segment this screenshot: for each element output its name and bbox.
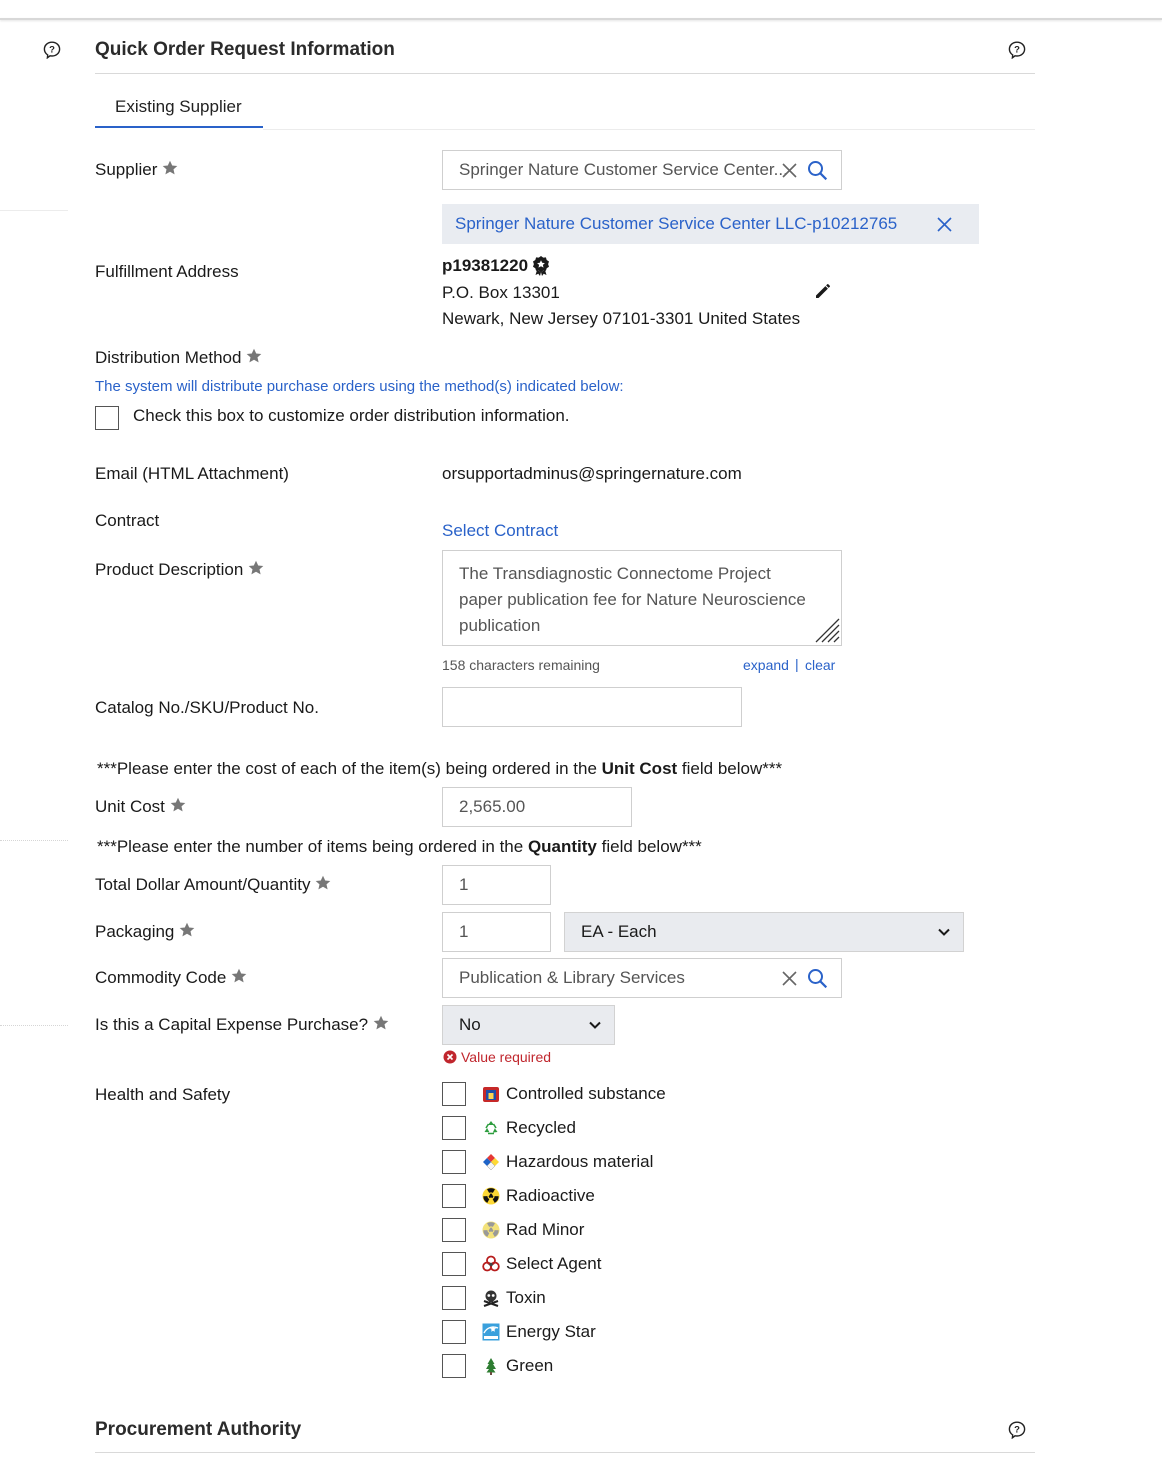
health-checkbox[interactable] xyxy=(442,1252,466,1276)
edit-pencil-icon[interactable] xyxy=(814,282,832,300)
distribution-note: The system will distribute purchase orders using the method(s) indicated below: xyxy=(95,378,624,395)
supplier-search-value: Springer Nature Customer Service Center... xyxy=(459,160,788,179)
required-star-icon xyxy=(315,875,331,891)
quantity-input[interactable] xyxy=(442,865,551,905)
health-item-label: Green xyxy=(506,1356,554,1375)
product-description-textarea[interactable] xyxy=(442,550,842,646)
svg-text:?: ? xyxy=(1014,44,1020,56)
packaging-quantity-input[interactable] xyxy=(442,912,551,952)
capital-expense-select[interactable] xyxy=(442,1005,615,1045)
capital-expense-label: Is this a Capital Expense Purchase? xyxy=(95,1015,389,1035)
required-star-icon xyxy=(246,348,262,364)
fulfillment-address-label: Fulfillment Address xyxy=(95,262,239,281)
unit-cost-input[interactable] xyxy=(442,787,632,827)
distribution-method-label: Distribution Method xyxy=(95,348,262,368)
help-icon[interactable] xyxy=(1008,1421,1026,1439)
health-item-label: Toxin xyxy=(506,1288,546,1307)
search-icon[interactable] xyxy=(807,968,828,989)
capital-expense-value: No xyxy=(459,1015,481,1034)
contract-label: Contract xyxy=(95,511,160,530)
chevron-down-icon xyxy=(588,1020,602,1030)
packaging-quantity-value: 1 xyxy=(459,922,469,941)
commodity-code-label: Commodity Code xyxy=(95,968,247,988)
health-checkbox[interactable] xyxy=(442,1286,466,1310)
selected-supplier-name: Springer Nature Customer Service Center LLC-p10212765 xyxy=(455,214,898,233)
green-icon xyxy=(482,1357,500,1375)
clear-link[interactable]: clear xyxy=(805,657,836,673)
health-item-toxin xyxy=(442,1286,546,1310)
health-item-energy-star xyxy=(442,1320,596,1344)
capital-expense-error xyxy=(443,1049,551,1065)
health-checkbox[interactable] xyxy=(442,1150,466,1174)
controlled-substance-icon xyxy=(482,1085,500,1103)
health-item-label: Hazardous material xyxy=(506,1152,654,1171)
help-icon[interactable] xyxy=(43,41,61,59)
section-title: Quick Order Request Information xyxy=(95,39,395,60)
health-item-label: Select Agent xyxy=(506,1254,602,1273)
link-separator: | xyxy=(795,656,799,672)
email-value: orsupportadminus@springernature.com xyxy=(442,464,742,483)
health-item-label: Rad Minor xyxy=(506,1220,585,1239)
health-item-hazardous-material xyxy=(442,1150,653,1174)
select-contract-link[interactable]: Select Contract xyxy=(442,521,559,540)
preferred-badge-icon xyxy=(531,255,551,277)
packaging-unit-value: EA - Each xyxy=(581,922,657,941)
health-item-select-agent xyxy=(442,1252,601,1276)
health-checkbox[interactable] xyxy=(442,1218,466,1242)
product-description-line: publication xyxy=(459,616,541,635)
email-label: Email (HTML Attachment) xyxy=(95,464,289,483)
health-item-controlled-substance xyxy=(442,1082,666,1106)
health-checkbox[interactable] xyxy=(442,1184,466,1208)
rad-minor-icon xyxy=(482,1221,500,1239)
required-star-icon xyxy=(231,968,247,984)
health-safety-label: Health and Safety xyxy=(95,1085,231,1104)
health-item-recycled xyxy=(442,1116,576,1140)
health-checkbox[interactable] xyxy=(442,1116,466,1140)
health-item-label: Radioactive xyxy=(506,1186,595,1205)
packaging-label: Packaging xyxy=(95,922,195,942)
svg-text:?: ? xyxy=(1014,1424,1020,1436)
tab-bar-divider xyxy=(263,129,1035,130)
commodity-code-value: Publication & Library Services xyxy=(459,968,685,987)
product-description-line: The Transdiagnostic Connectome Project xyxy=(459,564,771,583)
health-item-green xyxy=(442,1354,553,1378)
packaging-unit-select[interactable] xyxy=(564,912,964,952)
procurement-divider xyxy=(95,1452,1035,1453)
required-star-icon xyxy=(373,1015,389,1031)
health-item-label: Recycled xyxy=(506,1118,576,1137)
tab-existing-supplier[interactable]: Existing Supplier xyxy=(115,97,242,116)
customize-distribution-label: Check this box to customize order distribution information. xyxy=(133,406,570,425)
customize-distribution-checkbox[interactable] xyxy=(95,406,119,430)
resize-handle-icon[interactable] xyxy=(814,617,840,643)
selected-supplier-chip xyxy=(442,204,979,244)
quantity-value: 1 xyxy=(459,875,469,894)
error-icon xyxy=(443,1050,457,1064)
health-item-label: Controlled substance xyxy=(506,1084,666,1103)
catalog-label: Catalog No./SKU/Product No. xyxy=(95,698,319,717)
clear-icon[interactable] xyxy=(781,162,798,179)
required-star-icon xyxy=(170,797,186,813)
required-star-icon xyxy=(162,160,178,176)
health-checkbox[interactable] xyxy=(442,1354,466,1378)
health-item-radioactive xyxy=(442,1184,595,1208)
left-panel-divider xyxy=(0,1025,68,1026)
quantity-note: ***Please enter the number of items being ordered in the Quantity field below*** xyxy=(97,837,702,856)
svg-text:?: ? xyxy=(49,44,55,56)
product-description-line: paper publication fee for Nature Neuroscience xyxy=(459,590,806,609)
tab-active-indicator xyxy=(95,126,263,128)
fulfillment-address-line2: Newark, New Jersey 07101-3301 United States xyxy=(442,309,801,328)
left-panel-divider xyxy=(0,210,68,211)
hazardous-material-icon xyxy=(482,1153,500,1171)
fulfillment-code-text: p19381220 xyxy=(442,256,529,275)
required-star-icon xyxy=(248,560,264,576)
expand-link[interactable]: expand xyxy=(743,657,789,673)
capital-expense-error-text: Value required xyxy=(461,1049,552,1065)
fulfillment-address-line1: P.O. Box 13301 xyxy=(442,283,560,302)
chevron-down-icon xyxy=(937,927,951,937)
quantity-label: Total Dollar Amount/Quantity xyxy=(95,875,331,895)
fulfillment-address-code xyxy=(442,255,551,277)
energy-star-icon xyxy=(482,1323,500,1341)
product-description-label: Product Description xyxy=(95,560,264,580)
radioactive-icon xyxy=(482,1187,500,1205)
health-checkbox[interactable] xyxy=(442,1082,466,1106)
remove-supplier-icon[interactable] xyxy=(936,216,953,233)
top-divider xyxy=(0,18,1162,20)
supplier-label: Supplier xyxy=(95,160,178,180)
health-item-rad-minor xyxy=(442,1218,584,1242)
required-star-icon xyxy=(179,922,195,938)
help-icon[interactable] xyxy=(1008,41,1026,59)
health-item-label: Energy Star xyxy=(506,1322,596,1341)
select-agent-icon xyxy=(482,1255,500,1273)
catalog-input[interactable] xyxy=(442,687,742,727)
toxin-icon xyxy=(482,1289,500,1307)
recycled-icon xyxy=(482,1119,500,1137)
section-divider xyxy=(95,73,1035,74)
characters-remaining: 158 characters remaining xyxy=(442,657,600,673)
procurement-authority-title: Procurement Authority xyxy=(95,1419,302,1440)
left-panel-divider xyxy=(0,840,68,841)
unit-cost-note: ***Please enter the cost of each of the item(s) being ordered in the Unit Cost field below*** xyxy=(97,759,783,778)
health-checkbox[interactable] xyxy=(442,1320,466,1344)
unit-cost-label: Unit Cost xyxy=(95,797,186,817)
clear-icon[interactable] xyxy=(781,970,798,987)
unit-cost-value: 2,565.00 xyxy=(459,797,526,816)
search-icon[interactable] xyxy=(807,160,828,181)
